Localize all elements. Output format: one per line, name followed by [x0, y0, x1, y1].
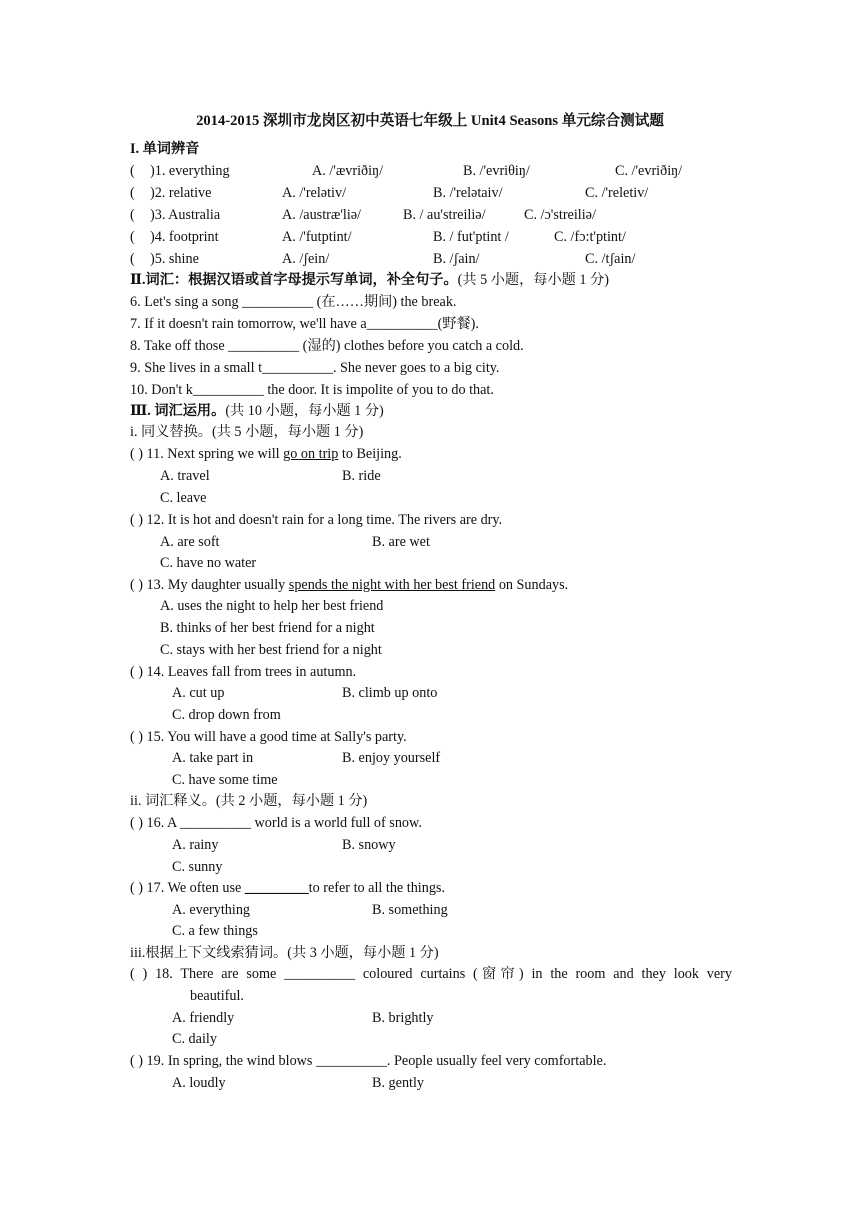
option-c: C. leave — [160, 490, 207, 506]
option-c: C. /tʃain/ — [585, 251, 636, 267]
question-13 — [130, 577, 568, 594]
underlined-phrase: spends the night with her best friend — [288, 577, 496, 593]
section2-heading-main: Ⅱ.词汇：根据汉语或首字母提示写单词，补全句子。 — [130, 272, 458, 288]
fill-in-question: 7. If it doesn't rain tomorrow, we'll have a__________(野餐). — [130, 316, 479, 332]
page-title: 2014-2015 深圳市龙岗区初中英语七年级上 Unit4 Seasons 单元综合测试题 — [196, 113, 664, 129]
option-a: A. uses the night to help her best friend — [160, 598, 384, 614]
option-a: A. loudly — [172, 1075, 226, 1091]
option-b: B. /ʃain/ — [433, 251, 480, 267]
question-11 — [130, 446, 402, 463]
option-a: A. everything — [172, 902, 251, 918]
option-a: A. /austræ'liə/ — [282, 207, 362, 223]
section1-heading: I. 单词辨音 — [130, 141, 200, 157]
option-b: B. brightly — [372, 1010, 434, 1026]
question-12: ( ) 12. It is hot and doesn't rain for a long time. The rivers are dry. — [130, 512, 503, 528]
option-c: C. have some time — [172, 772, 278, 788]
subsection-ii-heading: ii. 词汇释义。(共 2 小题，每小题 1 分) — [130, 793, 368, 809]
answer-paren: ( — [130, 207, 135, 223]
question-14: ( ) 14. Leaves fall from trees in autumn. — [130, 664, 357, 680]
option-a: A. rainy — [172, 837, 219, 853]
item-word: )4. footprint — [150, 229, 219, 245]
option-b: B. climb up onto — [342, 685, 438, 701]
option-b: B. gently — [372, 1075, 425, 1091]
option-c: C. sunny — [172, 859, 223, 875]
option-a: A. /'ævriðiŋ/ — [312, 163, 384, 179]
option-c: C. /fɔ:t'ptint/ — [554, 229, 626, 245]
option-a: A. cut up — [172, 685, 225, 701]
option-a: A. /ʃein/ — [282, 251, 330, 267]
subsection-iii-heading: iii.根据上下文线索猜词。(共 3 小题，每小题 1 分) — [130, 945, 439, 961]
question-16: ( ) 16. A __________ world is a world full of snow. — [130, 815, 422, 831]
option-b: B. are wet — [372, 534, 430, 550]
option-b: B. enjoy yourself — [342, 750, 441, 766]
option-b: B. ride — [342, 468, 381, 484]
question-15: ( ) 15. You will have a good time at Sally's party. — [130, 729, 407, 745]
option-a: A. take part in — [172, 750, 254, 766]
section2-heading — [130, 272, 609, 289]
answer-paren: ( — [130, 185, 135, 201]
option-c: C. daily — [172, 1031, 217, 1047]
option-c: C. have no water — [160, 555, 257, 571]
option-b: B. snowy — [342, 837, 396, 853]
section2-heading-note: (共 5 小题，每小题 1 分) — [457, 272, 609, 288]
answer-paren: ( — [130, 251, 135, 267]
question-18: ( ) 18. There are some __________ coloured curtains (窗帘) in the room and they look very — [130, 966, 732, 982]
option-a: A. /'futptint/ — [282, 229, 352, 245]
option-c: C. stays with her best friend for a night — [160, 642, 382, 658]
question-text: ( ) 11. Next spring we will — [130, 446, 284, 462]
item-word: )3. Australia — [150, 207, 221, 223]
underlined-phrase: go on trip — [283, 446, 339, 462]
fill-in-question: 6. Let's sing a song __________ (在……期间) the break. — [130, 294, 457, 310]
option-b: B. / fut'ptint / — [433, 229, 509, 245]
section3-heading — [130, 403, 384, 420]
option-b: B. / au'streiliə/ — [403, 207, 486, 223]
option-a: A. friendly — [172, 1010, 235, 1026]
option-a: A. /'relətiv/ — [282, 185, 347, 201]
option-a: A. travel — [160, 468, 210, 484]
subsection-i-heading: i. 同义替换。(共 5 小题，每小题 1 分) — [130, 424, 364, 440]
option-a: A. are soft — [160, 534, 220, 550]
option-c: C. drop down from — [172, 707, 281, 723]
question-17 — [130, 880, 445, 897]
option-c: C. a few things — [172, 923, 258, 939]
option-b: B. something — [372, 902, 448, 918]
question-text: ( ) 17. We often use — [130, 880, 245, 896]
option-c: C. /'reletiv/ — [585, 185, 649, 201]
section3-heading-main: Ⅲ. 词汇运用。 — [130, 403, 226, 419]
option-b: B. /'evriθiŋ/ — [463, 163, 530, 179]
fill-in-question: 10. Don't k__________ the door. It is impolite of you to do that. — [130, 382, 494, 398]
fill-in-question: 8. Take off those __________ (湿的) clothes before you catch a cold. — [130, 338, 524, 354]
item-word: )1. everything — [150, 163, 230, 179]
option-b: B. thinks of her best friend for a night — [160, 620, 375, 636]
question-text: to Beijing. — [338, 446, 402, 462]
item-word: )2. relative — [150, 185, 212, 201]
answer-paren: ( — [130, 229, 135, 245]
option-b: B. /'relətaiv/ — [433, 185, 503, 201]
question-text: ( ) 13. My daughter usually — [130, 577, 289, 593]
answer-blank: _________ — [244, 880, 309, 896]
option-c: C. /'evriðiŋ/ — [615, 163, 683, 179]
section3-heading-note: (共 10 小题，每小题 1 分) — [225, 403, 384, 419]
question-text: to refer to all the things. — [308, 880, 445, 896]
question-19: ( ) 19. In spring, the wind blows __________. People usually feel very comfortable. — [130, 1053, 607, 1069]
answer-paren: ( — [130, 163, 135, 179]
item-word: )5. shine — [150, 251, 199, 267]
question-18-continued: beautiful. — [190, 988, 244, 1004]
fill-in-question: 9. She lives in a small t__________. She never goes to a big city. — [130, 360, 500, 376]
option-c: C. /ɔ'streiliə/ — [524, 207, 596, 223]
question-text: on Sundays. — [495, 577, 569, 593]
